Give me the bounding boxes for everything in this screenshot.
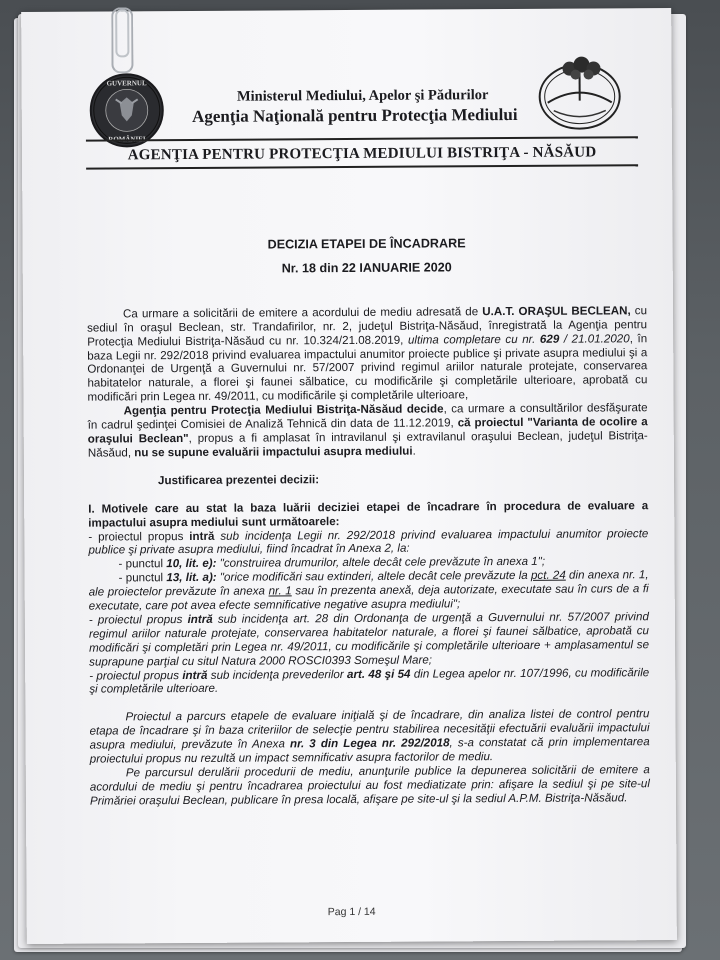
p2-text-d: , propus a fi amplasat în intravilanul şi extravilanul oraşului Beclean, judeţul Bistriţa-Năsăud,: [87, 429, 648, 460]
r1s2-text-f: nr. 1: [268, 584, 292, 598]
p1-text-f: / 21.01.2020: [559, 331, 630, 346]
government-emblem-icon: [90, 73, 164, 147]
r1s2-text-c: "orice modificări sau extinderi, altele decât cele prevăzute la: [216, 569, 531, 585]
p2-text-e: nu se supune evaluării impactului asupra mediului: [134, 444, 413, 460]
anpm-logo-icon: [533, 52, 625, 133]
p2-text-a: Agenţia pentru Protecţia Mediului Bistriţa-Năsăud decide: [123, 402, 444, 418]
p3-text-b: nr. 3 din Legea nr. 292/2018: [289, 736, 450, 751]
letterhead: [21, 8, 672, 162]
r3-text-a: - proiectul propus: [89, 668, 183, 683]
reason-2: [89, 610, 649, 669]
reason-1-sub-2: [89, 568, 649, 613]
r2-text-c: sub incidenţa art. 28 din Ordonanţa de urgenţă a Guvernului nr. 57/2007 privind regimul ariilor naturale protejate, conservarea habitatelor naturale, a florei şi faunei sălbatice, aprobată cu modificări şi completări prin Legea nr. 49/2011, cu modificările şi completările ulterioare + amplasamentul se suprapune parţial cu situl Natura 2000 ROSCI0393 Someşul Mare;: [88, 610, 650, 669]
r1s2-text-b: 13, lit. a):: [166, 571, 217, 585]
p1-text-a: Ca urmare a solicitării de emitere a acordului de mediu adresată de: [122, 304, 483, 321]
p2-text-f: .: [412, 444, 416, 458]
r1s2-text-a: - punctul: [118, 571, 167, 585]
r3-text-b: intră: [182, 668, 208, 682]
justification-heading: Justificarea prezentei decizii:: [157, 472, 320, 487]
p1-text-c: cu sediul în oraşul Beclean, str. Trandafirilor, nr. 2, judeţul Bistriţa-Năsăud, înregistrată la Agenţia pentru Protecţia Mediului Bistriţa-Năsăud cu nr. 10.324/21.08.2019,: [87, 303, 648, 349]
r2-text-a: - proiectul propus: [88, 612, 188, 627]
r1s2-text-d: pct. 24: [530, 568, 566, 583]
page-number: Pag 1 / 14: [327, 905, 376, 919]
r1s1-text-c: "construirea drumurilor, altele decât cele prevăzute în anexa 1";: [216, 555, 546, 571]
header-rule-top: [86, 135, 638, 144]
p1-applicant: U.A.T. ORAŞUL BECLEAN,: [482, 304, 631, 318]
r1s2-text-g: sau în prezenta anexă, deja autorizate, executate sau în curs de a fi executate, care pot avea efecte semnificative negative asupra mediului";: [88, 582, 649, 613]
svg-text:ROMÂNIEI: ROMÂNIEI: [108, 135, 146, 144]
svg-text:GUVERNUL: GUVERNUL: [106, 79, 147, 88]
header-rule-bottom: [86, 164, 638, 169]
ministry-name: Ministerul Mediului, Apelor şi Pădurilor: [236, 87, 489, 105]
r1s1-text-b: 10, lit. e):: [166, 557, 217, 571]
r1-text-b: intră: [189, 529, 215, 543]
r3-text-d: art. 48 şi 54: [346, 667, 411, 681]
paragraph-request: [87, 304, 648, 405]
p1-text-e: 629: [539, 332, 560, 346]
r2-text-b: intră: [187, 612, 213, 626]
p2-text-b: , ca urmare a consultărilor desfăşurate în cadrul şedinţei Comisiei de Analiză Tehnică din data de 11.12.2019,: [87, 401, 648, 432]
decision-title: DECIZIA ETAPEI DE ÎNCADRARE: [267, 236, 466, 252]
r1s1-text-a: - punctul: [118, 557, 167, 571]
paragraph-publicity: Pe parcursul derulării procedurii de mediu, anunţurile publice la depunerea solicitării de emitere a acordului de mediu şi pentru încadrarea proiectului au fost mediatizate prin: afişare la sediul şi pe site-ul Primăriei oraşului Beclean, publicare în presa locală, afişare pe site-ul şi la sediul A.P.M. Bistriţa-Năsăud.: [89, 763, 650, 808]
agency-name: Agenţia Naţională pentru Protecţia Mediului: [191, 104, 518, 126]
paragraph-evaluation: [89, 708, 649, 767]
p2-text-c: că proiectul "Varianta de ocolire a oraşului Beclean": [87, 415, 648, 446]
document-body: [87, 236, 650, 808]
p3-text-c: , s-a constatat că prin implementarea proiectului propus nu rezultă un impact semnificativ asupra factorilor de mediu.: [89, 735, 650, 766]
reason-3: [89, 666, 649, 697]
r1-text-c: sub incidenţa Legii nr. 292/2018 privind evaluarea impactului anumitor proiecte publice şi private asupra mediului, fiind încadrat în Anexa 2, la:: [88, 526, 649, 557]
r3-text-e: din Legea apelor nr. 107/1996, cu modificările şi completările ulterioare.: [89, 665, 650, 697]
p1-text-d: ultima completare cu nr.: [407, 332, 540, 347]
section-I-heading: I. Motivele care au stat la baza luării deciziei etapei de încadrare în procedura de evaluare a impactului asupra mediului sunt următoarele:: [88, 498, 649, 530]
decision-number: Nr. 18 din 22 IANUARIE 2020: [281, 260, 452, 276]
reason-1: [88, 527, 648, 558]
r3-text-c: sub incidenţa prevederilor: [207, 667, 348, 682]
p1-text-g: , în baza Legii nr. 292/2018 privind evaluarea impactului anumitor proiecte publice şi private asupra mediului şi a Ordonanţei de Urgenţă a Guvernului nr. 57/2007 privind regimul ariilor naturale protejate, conservarea habitatelor naturale, a florei şi faunei sălbatice, cu modificările şi completările ulterioare, aprobată cu modificări prin Legea nr. 49/2011, cu modificările şi completările ulterioare,: [87, 331, 648, 404]
paragraph-decision: [88, 401, 648, 460]
r1-text-a: - proiectul propus: [88, 529, 190, 544]
document-page: [21, 8, 677, 944]
r1s2-text-e: din anexa nr. 1, ale proiectelor prevăzute în anexa: [88, 568, 649, 599]
p3-text-a: Proiectul a parcurs etapele de evaluare iniţială şi de încadrare, din analiza listei de control pentru etapa de încadrare şi în baza criteriilor de selecţie pentru stabilirea necesităţii efectuării evaluării impactului asupra mediului, prevăzute în Anexa: [89, 707, 650, 752]
local-agency-name: AGENŢIA PENTRU PROTECŢIA MEDIULUI BISTRIŢA - NĂSĂUD: [127, 144, 597, 164]
